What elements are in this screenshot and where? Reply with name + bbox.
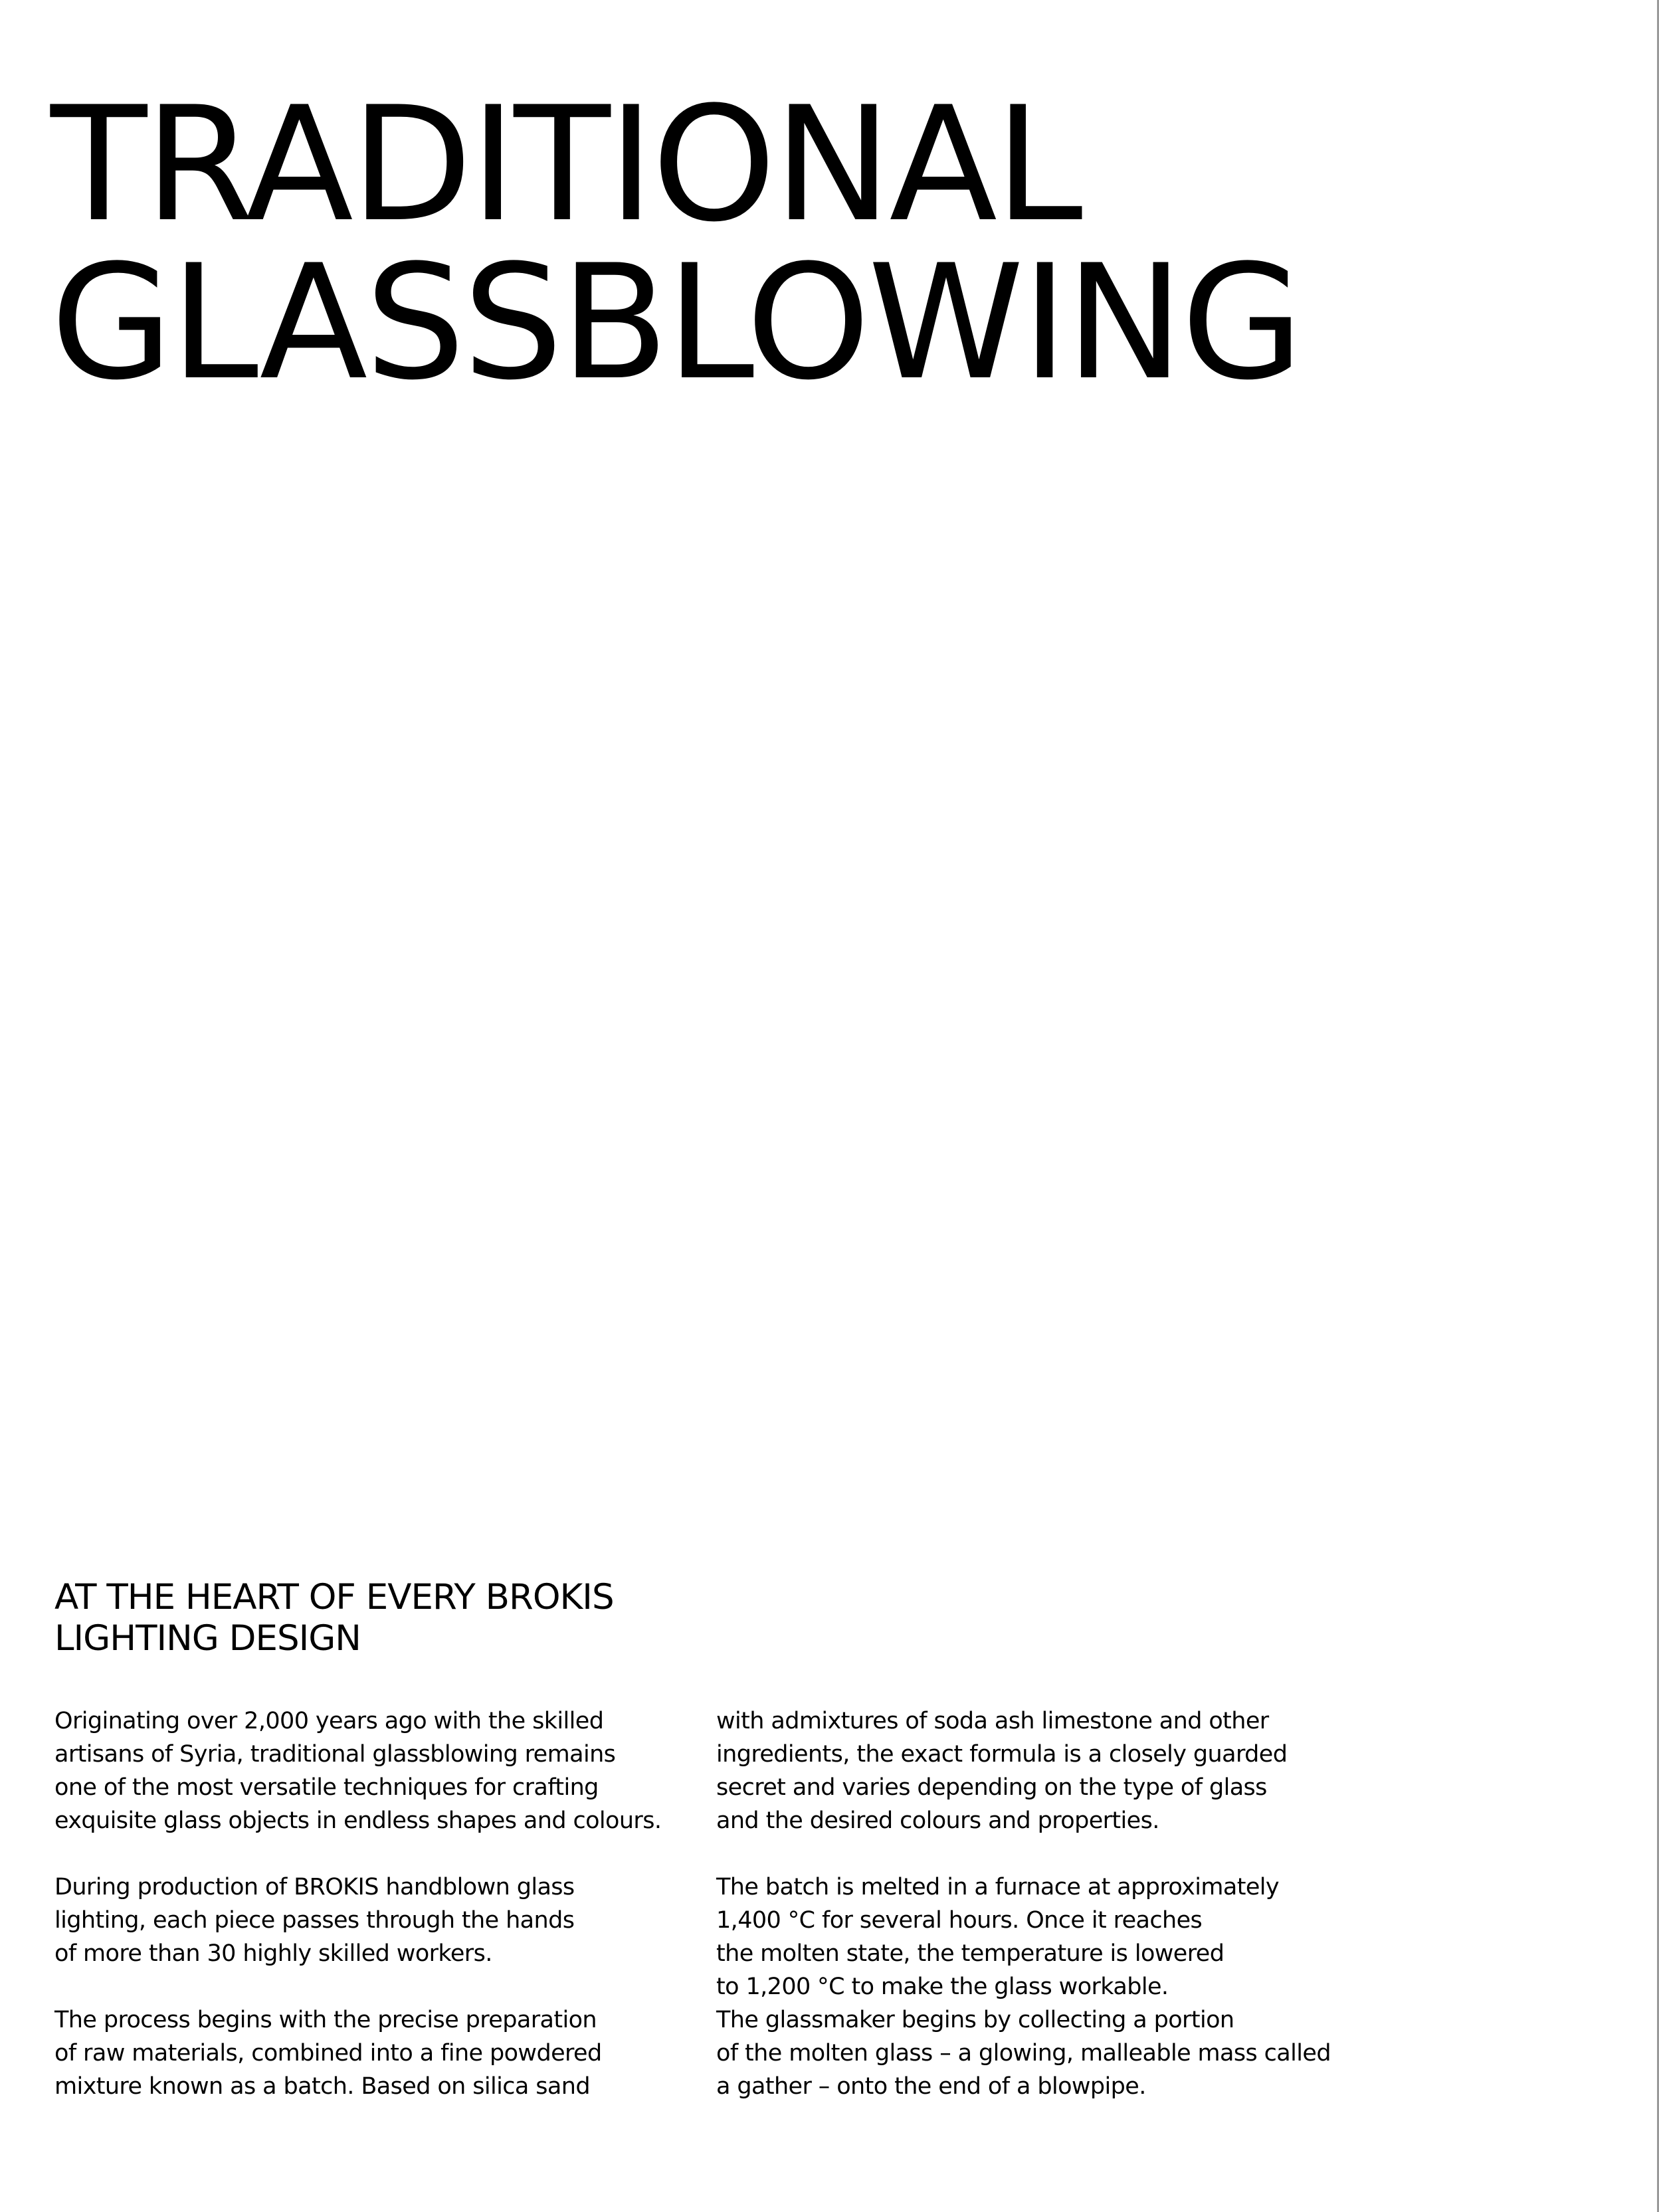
paragraph-melting: [716, 1871, 1374, 2103]
text-line: ingredients, the exact formula is a closely guarded: [716, 1741, 1288, 1768]
body-column-right: [716, 1705, 1374, 2136]
text-line: artisans of Syria, traditional glassblowing remains: [54, 1741, 616, 1768]
text-line: to 1,200 °C to make the glass workable.: [716, 1974, 1169, 2000]
text-line: one of the most versatile techniques for crafting: [54, 1774, 599, 1801]
section-subtitle-line-2: LIGHTING DESIGN: [54, 1618, 361, 1659]
text-line: The batch is melted in a furnace at approximately: [716, 1874, 1280, 1900]
text-line: exquisite glass objects in endless shapes and colours.: [54, 1807, 662, 1834]
text-line: Originating over 2,000 years ago with the skilled: [54, 1708, 604, 1734]
paragraph-batch: [716, 1705, 1374, 1837]
section-subtitle: [54, 1577, 614, 1659]
text-line: of the molten glass – a glowing, malleable mass called: [716, 2040, 1331, 2067]
page-title-line-1: TRADITIONAL: [50, 73, 1080, 257]
text-line: The glassmaker begins by collecting a portion: [716, 2007, 1234, 2033]
text-line: the molten state, the temperature is lowered: [716, 1940, 1224, 1967]
text-line: During production of BROKIS handblown glass: [54, 1874, 575, 1900]
body-column-left: [54, 1705, 712, 2136]
text-line: mixture known as a batch. Based on silica sand: [54, 2073, 590, 2100]
text-line: a gather – onto the end of a blowpipe.: [716, 2073, 1146, 2100]
text-line: 1,400 °C for several hours. Once it reaches: [716, 1907, 1203, 1934]
paragraph-process: [54, 2003, 712, 2103]
page-title-line-2: GLASSBLOWING: [50, 231, 1302, 415]
section-subtitle-line-1: AT THE HEART OF EVERY BROKIS: [54, 1577, 614, 1617]
text-line: secret and varies depending on the type of glass: [716, 1774, 1267, 1801]
text-line: of raw materials, combined into a fine powdered: [54, 2040, 602, 2067]
text-line: with admixtures of soda ash limestone and other: [716, 1708, 1269, 1734]
text-line: of more than 30 highly skilled workers.: [54, 1940, 492, 1967]
paragraph-origins: [54, 1705, 712, 1837]
paragraph-production: [54, 1871, 712, 1970]
page-title: [50, 73, 1302, 415]
text-line: The process begins with the precise preparation: [54, 2007, 597, 2033]
text-line: and the desired colours and properties.: [716, 1807, 1159, 1834]
text-line: lighting, each piece passes through the hands: [54, 1907, 575, 1934]
